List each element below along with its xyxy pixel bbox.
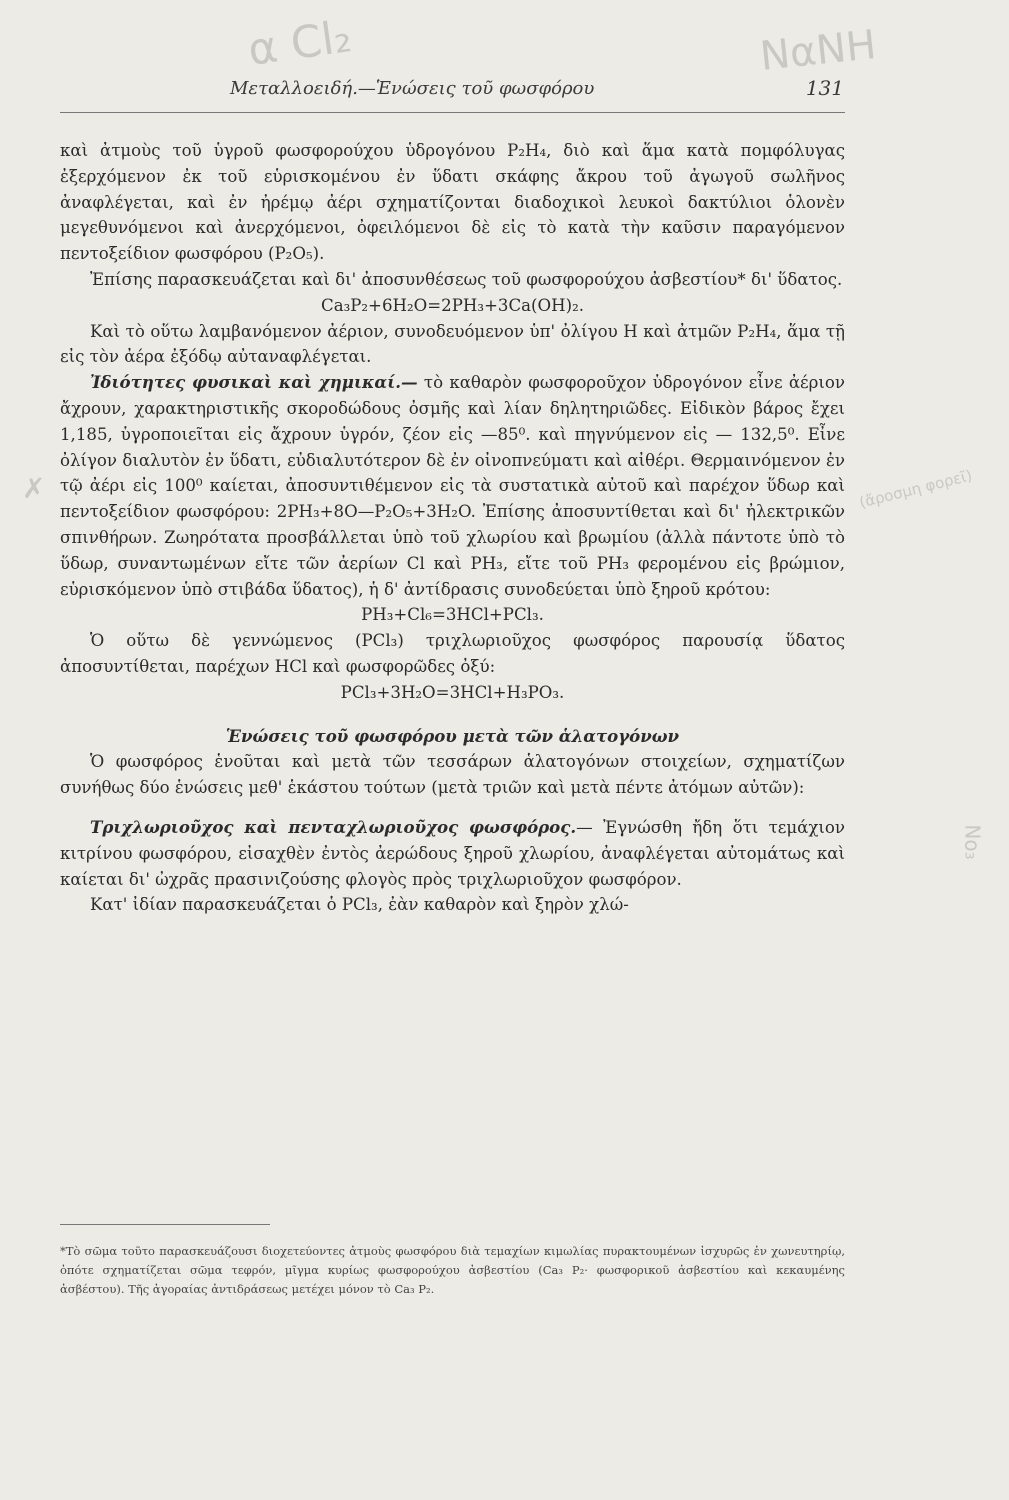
paragraph: Καὶ τὸ οὕτω λαμβανόμενον ἀέριον, συνοδευόμενον ὑπ' ὀλίγου H καὶ ἀτμῶν P₂H₄, ἅμα τῇ εἰς τὸν ἀέρα ἐξόδῳ αὐταναφλέγεται. — [60, 321, 845, 367]
pencil-note-top-right: ΝαΝΗ — [757, 22, 879, 80]
formula: PH₃+Cl₆=3HCl+PCl₃. — [361, 605, 544, 625]
paragraph-text: τὸ καθαρὸν φωσφοροῦχον ὑδρογόνον εἶνε ἀέριον ἄχρουν, χαρακτηριστικῆς σκοροδώδους ὀσμῆς καὶ λίαν δηλητηριῶδες. Εἰδικὸν βάρος ἔχει 1,185, ὑγροποιεῖται εἰς ἄχρουν ὑγρόν, ζέον εἰς —85⁰. καὶ πηγνύμενον εἰς — 132,5⁰. Εἶνε ὀλίγον διαλυτὸν ἐν ὕδατι, εὐδιαλυτότερον δὲ ἐν οἰνοπνεύματι καὶ αἰθέρι. Θερμαινόμενον ἐν τῷ ἀέρι εἰς 100⁰ καίεται, ἀποσυντιθέμενον εἰς τὰ συστατικὰ αὐτοῦ καὶ παρέχον ὕδωρ καὶ πεντοξείδιον φωσφόρου: 2PH₃+8O—P₂O₅+3H₂O. Ἐπίσης ἀποσυντίθεται καὶ δι' ἠλεκτρικῶν σπινθήρων. Ζωηρότατα προσβάλλεται ὑπὸ τοῦ χλωρίου καὶ βρωμίου (ἀλλὰ πάντοτε ὑπὸ τὸ ὕδωρ, συναντωμένων εἴτε τῶν ἀερίων Cl καὶ PH₃, εἴτε τοῦ PH₃ φερομένου εἰς βρώμιον, εὑρισκόμενον ὑπὸ στιβάδα ὕδατος), ἡ δ' ἀντίδρασις συνοδεύεται ὑπὸ ξηροῦ κρότου: — [60, 373, 845, 599]
header-rule — [60, 112, 845, 113]
footnote: *Τὸ σῶμα τοῦτο παρασκευάζουσι διοχετεύοντες ἀτμοὺς φωσφόρου διὰ τεμαχίων κιμωλίας πυρακτουμένων ἰσχυρῶς ἐν χωνευτηρίῳ, ὁπότε σχηματίζεται σῶμα τεφρόν, μῖγμα κυρίως φωσφορούχου ἀσβεστίου (Ca₃ P₂· φωσφορικοῦ ἀσβεστίου καὶ κεκαυμένης ἀσβέστου). Τῆς ἀγοραίας ἀντιδράσεως μετέχει μόνον τὸ Ca₃ P₂. — [60, 1244, 845, 1296]
pencil-mark-left-margin: ✗ — [22, 472, 46, 505]
paragraph: Κατ' ἰδίαν παρασκευάζεται ὁ PCl₃, ἐὰν καθαρὸν καὶ ξηρὸν χλώ- — [90, 895, 629, 915]
main-text — [60, 138, 845, 918]
formula: PCl₃+3H₂O=3HCl+H₃PO₃. — [340, 682, 565, 702]
pencil-scribble-top: α Cl₂ — [244, 11, 355, 76]
paragraph — [60, 370, 845, 602]
running-title: Μεταλλοειδή.—Ἑνώσεις τοῦ φωσφόρου — [230, 78, 595, 99]
page-number: 131 — [805, 76, 844, 100]
paragraph: Ὁ οὕτω δὲ γεννώμενος (PCl₃) τριχλωριοῦχος φωσφόρος παρουσίᾳ ὕδατος ἀποσυντίθεται, παρέχων HCl καὶ φωσφορῶδες ὀξύ: — [60, 631, 845, 676]
paragraph-text: — Ἐγνώσθη ἤδη ὅτι τεμάχιον κιτρίνου φωσφόρου, εἰσαχθὲν ἐντὸς ἀερώδους ξηροῦ χλωρίου, ἀναφλέγεται αὐτομάτως καὶ καίεται δι' ὠχρᾶς πρασινιζούσης φλογὸς πρὸς τριχλωριοῦχον φωσφόρον. — [60, 817, 845, 889]
paragraph: Ὁ φωσφόρος ἑνοῦται καὶ μετὰ τῶν τεσσάρων ἁλατογόνων στοιχείων, σχηματίζων συνήθως δύο ἑνώσεις μεθ' ἑκάστου τούτων (μετὰ τριῶν καὶ μετὰ πέντε ἀτόμων αὐτῶν): — [60, 752, 845, 798]
paragraph: καὶ ἀτμοὺς τοῦ ὑγροῦ φωσφορούχου ὑδρογόνου P₂H₄, διὸ καὶ ἅμα κατὰ πομφόλυγας ἐξερχόμενον ἐκ τοῦ εὑρισκομένου ἐν ὕδατι σκάφης ἄκρου τοῦ ἀγωγοῦ σωλῆνος ἀναφλέγεται, καὶ ἐν ἠρέμῳ ἀέρι σχηματίζονται διαδοχικοὶ λευκοὶ δακτύλιοι ὁλονὲν μεγεθυνόμενοι καὶ ἀνερχόμενοι, ὀφειλόμενοι δὲ εἰς τὸ κατὰ τὴν καῦσιν παραγόμενον πεντοξείδιον φωσφόρου (P₂O₅). — [60, 141, 845, 264]
footnote-rule — [60, 1224, 270, 1225]
formula: Ca₃P₂+6H₂O=2PH₃+3Ca(OH)₂. — [321, 295, 584, 315]
paragraph: Ἐπίσης παρασκευάζεται καὶ δι' ἀποσυνθέσεως τοῦ φωσφορούχου ἀσβεστίου* δι' ὕδατος. — [90, 269, 843, 289]
section-heading-inline: Ἰδιότητες φυσικαὶ καὶ χημικαί.— — [90, 372, 418, 393]
pencil-note-right-margin: (ἄροσμη φορεῖ) — [857, 466, 974, 512]
subsection-heading-inline: Τριχλωριοῦχος καὶ πενταχλωριοῦχος φωσφόρος. — [90, 816, 577, 837]
pencil-note-right-edge: Νο₃ — [960, 824, 985, 860]
paragraph — [60, 815, 845, 892]
page-header — [60, 78, 844, 108]
section-heading: Ἑνώσεις τοῦ φωσφόρου μετὰ τῶν ἁλατογόνων — [225, 725, 680, 746]
